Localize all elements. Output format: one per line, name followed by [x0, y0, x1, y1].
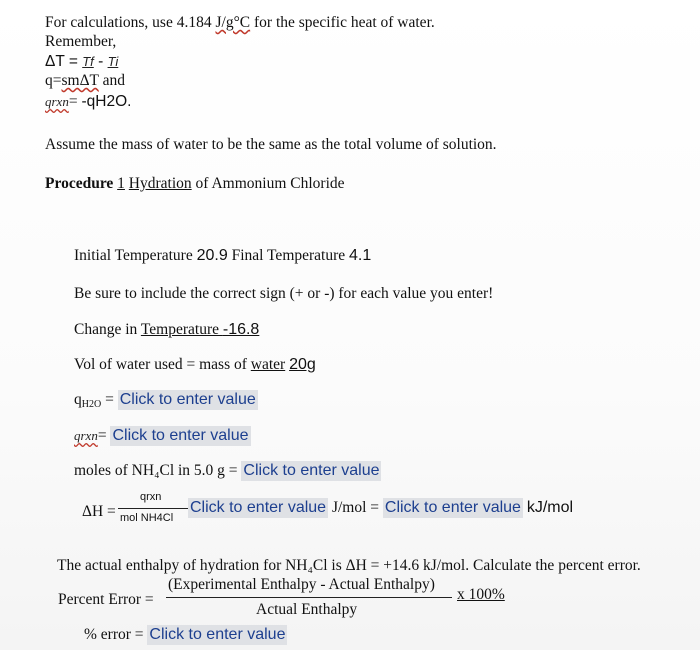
formula-qrxn: qrxn= -qH2O. — [45, 93, 132, 110]
q-rxn-row: qrxn= Click to enter value — [74, 427, 249, 444]
initial-temp-value: 20.9 — [196, 247, 228, 264]
percent-error-input[interactable]: Click to enter value — [149, 626, 286, 643]
delta-h-values: Click to enter value J/mol = Click to enter value kJ/mol — [190, 499, 574, 516]
percent-error-numerator: (Experimental Enthalpy - Actual Enthalpy) — [168, 576, 435, 593]
delta-h-kj-input[interactable]: Click to enter value — [384, 499, 521, 516]
instruction-specific-heat: For calculations, use 4.184 J/g°C for the specific heat of water. — [45, 14, 435, 31]
final-temp-value: 4.1 — [349, 247, 372, 264]
actual-enthalpy-text: The actual enthalpy of hydration for NH₄Cl is ΔH = +14.6 kJ/mol. Calculate the percent error. — [57, 557, 641, 574]
formula-delta-t: ΔT = Tf - Ti — [45, 53, 119, 70]
moles-row: moles of NH₄Cl in 5.0 g = Click to enter value — [74, 462, 380, 479]
moles-input[interactable]: Click to enter value — [243, 462, 380, 479]
formula-q: q=smΔT and — [45, 72, 126, 89]
percent-error-row: % error = Click to enter value — [84, 626, 286, 643]
qrxn-numerator: qrxn — [140, 491, 162, 503]
q-water-input[interactable]: Click to enter value — [119, 391, 256, 408]
percent-error-multiplier: x 100% — [457, 586, 505, 603]
change-in-temperature: Change in Temperature -16.8 — [74, 321, 260, 338]
q-rxn-input[interactable]: Click to enter value — [112, 427, 249, 444]
water-mass-value: 20g — [289, 356, 316, 373]
change-temp-value: -16.8 — [222, 321, 260, 338]
mol-denominator: mol NH4Cl — [120, 512, 174, 524]
sign-reminder: Be sure to include the correct sign (+ or -) for each value you enter! — [74, 285, 494, 302]
water-volume-line: Vol of water used = mass of water 20g — [74, 356, 316, 373]
assumption-text: Assume the mass of water to be the same as the total volume of solution. — [45, 136, 497, 153]
delta-h-label: ΔH = — [82, 503, 116, 520]
remember-label: Remember, — [45, 33, 117, 50]
percent-error-denominator: Actual Enthalpy — [256, 601, 358, 618]
fraction-bar — [118, 508, 190, 509]
temperatures-line: Initial Temperature 20.9 Final Temperature 4.1 — [74, 247, 372, 264]
percent-error-fraction-bar — [166, 597, 452, 598]
q-water-row: $q_{H2O}$ = Click to enter value — [74, 391, 256, 410]
procedure-heading: Procedure 1 Hydration of Ammonium Chloride — [45, 175, 345, 192]
percent-error-label: Percent Error = — [58, 591, 154, 608]
delta-h-joules-input[interactable]: Click to enter value — [190, 499, 327, 516]
